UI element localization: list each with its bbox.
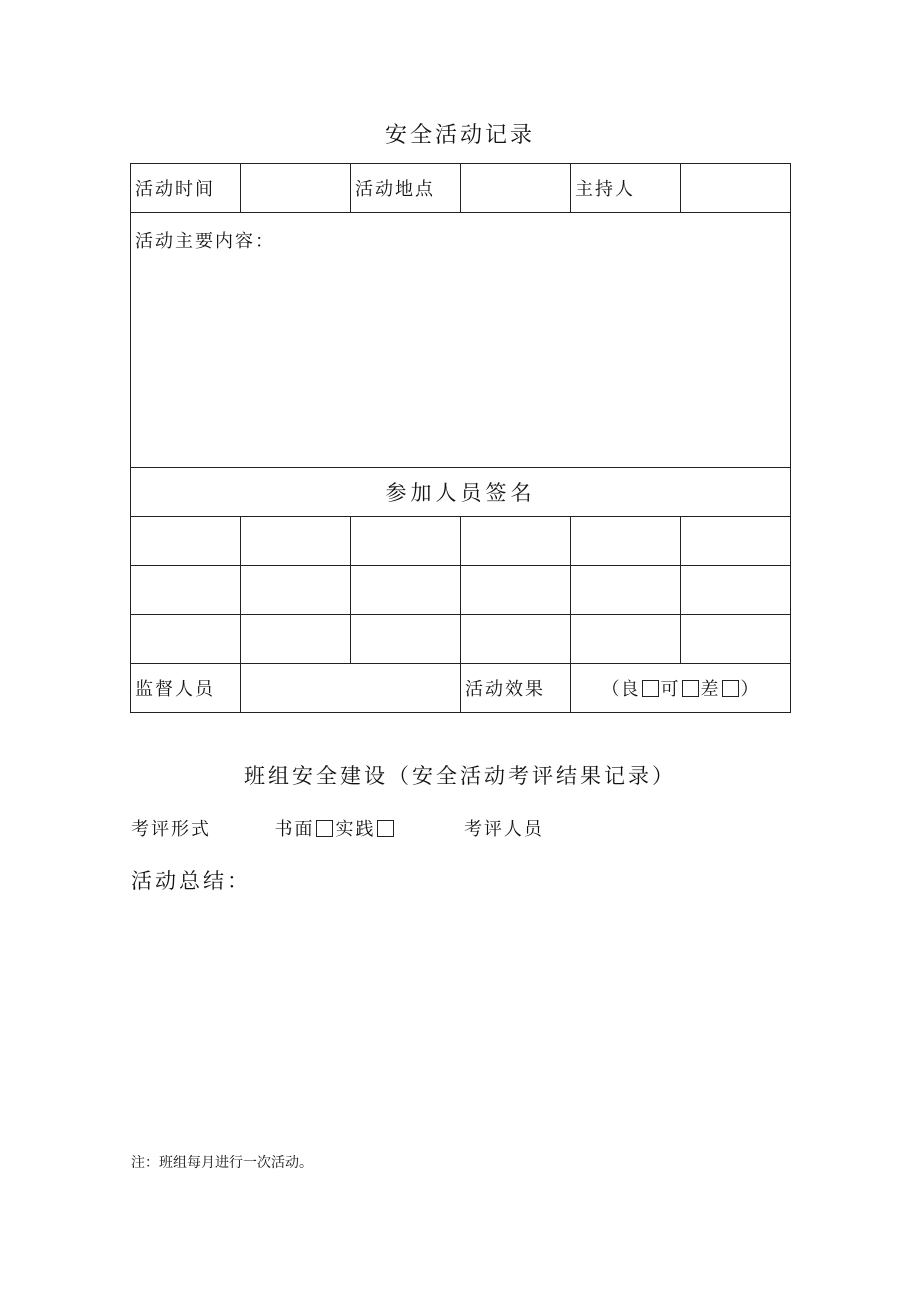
signature-row bbox=[131, 517, 791, 566]
host-field[interactable] bbox=[681, 164, 791, 213]
signature-cell[interactable] bbox=[461, 615, 571, 664]
practice-checkbox[interactable] bbox=[377, 820, 394, 837]
content-row bbox=[131, 213, 791, 468]
effect-close-label: ） bbox=[740, 679, 760, 700]
signature-cell[interactable] bbox=[571, 517, 681, 566]
effect-open-label: （良 bbox=[601, 679, 640, 700]
supervisor-row bbox=[131, 664, 791, 713]
signature-cell[interactable] bbox=[131, 615, 241, 664]
signature-cell[interactable] bbox=[351, 566, 461, 615]
effect-poor-checkbox[interactable] bbox=[722, 680, 739, 697]
signature-cell[interactable] bbox=[241, 517, 351, 566]
signature-cell[interactable] bbox=[351, 517, 461, 566]
signature-cell[interactable] bbox=[681, 566, 791, 615]
practice-option-label: 实践 bbox=[335, 819, 376, 840]
signature-row bbox=[131, 566, 791, 615]
activity-time-field[interactable] bbox=[241, 164, 351, 213]
evaluation-title: 班组安全建设（安全活动考评结果记录） bbox=[244, 764, 676, 788]
activity-time-label: 活动时间 bbox=[131, 164, 241, 213]
evaluator-label: 考评人员 bbox=[463, 819, 544, 840]
signature-cell[interactable] bbox=[681, 615, 791, 664]
signature-cell[interactable] bbox=[241, 615, 351, 664]
evaluation-form-label: 考评形式 bbox=[131, 819, 211, 840]
effect-poor-label: 差 bbox=[700, 679, 720, 700]
effect-options bbox=[571, 664, 791, 713]
evaluation-row bbox=[131, 815, 544, 841]
signature-cell[interactable] bbox=[681, 517, 791, 566]
info-row bbox=[131, 164, 791, 213]
summary-label: 活动总结： bbox=[131, 869, 251, 893]
page-title: 安全活动记录 bbox=[384, 123, 535, 148]
activity-content-field[interactable] bbox=[131, 213, 791, 468]
signature-header: 参加人员签名 bbox=[131, 468, 791, 517]
activity-place-label: 活动地点 bbox=[351, 164, 461, 213]
signature-row bbox=[131, 615, 791, 664]
effect-good-checkbox[interactable] bbox=[642, 680, 659, 697]
effect-ok-label: 可 bbox=[660, 679, 680, 700]
signature-cell[interactable] bbox=[571, 615, 681, 664]
signature-cell[interactable] bbox=[241, 566, 351, 615]
signature-cell[interactable] bbox=[571, 566, 681, 615]
supervisor-field[interactable] bbox=[241, 664, 461, 713]
written-option-label: 书面 bbox=[274, 819, 315, 840]
signature-cell[interactable] bbox=[131, 566, 241, 615]
effect-ok-checkbox[interactable] bbox=[682, 680, 699, 697]
activity-place-field[interactable] bbox=[461, 164, 571, 213]
activity-record-table bbox=[130, 163, 791, 713]
signature-header-row bbox=[131, 468, 791, 517]
activity-content-label: 活动主要内容： bbox=[135, 231, 275, 252]
supervisor-label: 监督人员 bbox=[131, 664, 241, 713]
host-label: 主持人 bbox=[571, 164, 681, 213]
signature-cell[interactable] bbox=[351, 615, 461, 664]
signature-cell[interactable] bbox=[131, 517, 241, 566]
written-checkbox[interactable] bbox=[316, 820, 333, 837]
signature-cell[interactable] bbox=[461, 517, 571, 566]
effect-label: 活动效果 bbox=[461, 664, 571, 713]
signature-cell[interactable] bbox=[461, 566, 571, 615]
footnote: 注：班组每月进行一次活动。 bbox=[131, 1155, 313, 1171]
